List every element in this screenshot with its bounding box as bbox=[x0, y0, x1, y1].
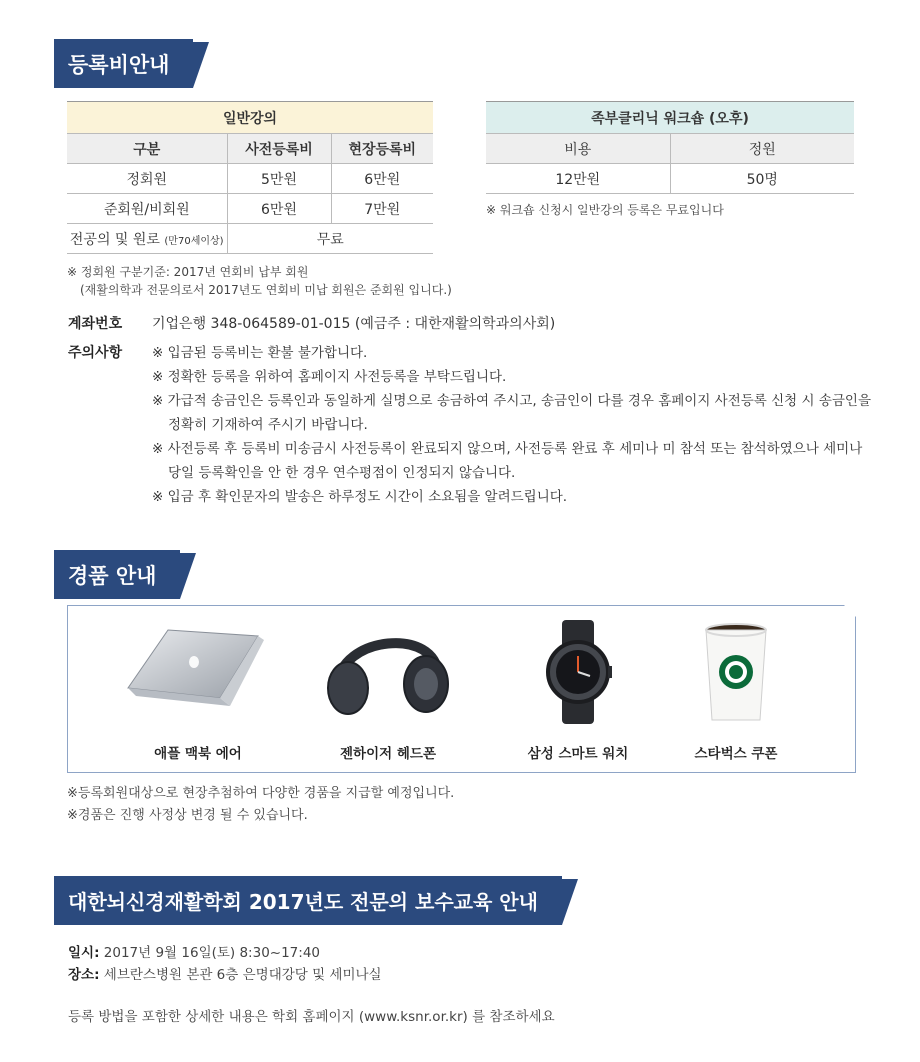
header-pre-fee: 사전등록비 bbox=[227, 134, 331, 164]
section-title-prizes: 경품 안내 bbox=[54, 553, 180, 599]
table-caption-row bbox=[486, 102, 854, 134]
prize-note: ※등록회원대상으로 현장추첨하여 다양한 경품을 지급할 예정입니다. bbox=[67, 786, 455, 801]
section-title-registration: 등록비안내 bbox=[54, 42, 193, 88]
prize-item bbox=[298, 616, 478, 762]
cell: 12만원 bbox=[486, 164, 670, 194]
header-category: 구분 bbox=[67, 134, 227, 164]
workshop-caption: 족부클리닉 워크숍 (오후) bbox=[486, 102, 854, 134]
cell bbox=[67, 224, 227, 254]
event-footer: 등록 방법을 포함한 상세한 내용은 학회 홈페이지 (www.ksnr.or.kr) 를 참조하세요 bbox=[68, 1009, 555, 1025]
event-place bbox=[68, 964, 382, 986]
prize-label: 삼성 스마트 워치 bbox=[527, 746, 629, 762]
prize-item bbox=[108, 616, 288, 762]
smartwatch-icon bbox=[488, 616, 668, 726]
place-value: 세브란스병원 본관 6층 은명대강당 및 세미나실 bbox=[99, 967, 382, 983]
member-note: ※ 정회원 구분기준: 2017년 연회비 납부 회원 bbox=[67, 265, 309, 279]
prize-box bbox=[67, 605, 856, 773]
headphones-icon bbox=[298, 616, 478, 726]
prize-label: 애플 맥북 에어 bbox=[154, 746, 242, 762]
header-capacity: 정원 bbox=[670, 134, 854, 164]
table-header-row bbox=[67, 134, 433, 164]
table-row bbox=[67, 224, 433, 254]
list-item: ※ 사전등록 후 등록비 미송금시 사전등록이 완료되지 않으며, 사전등록 완료 후 세미나 미 참석 또는 참석하였으나 세미나 당일 등록확인을 안 한 경우 연수평점이 인정되지 않습니다. bbox=[152, 441, 863, 481]
cell: 무료 bbox=[227, 224, 433, 254]
member-note-detail: (재활의학과 전문의로서 2017년도 연회비 미납 회원은 준회원 입니다.) bbox=[80, 283, 452, 297]
prize-item bbox=[488, 616, 668, 762]
list-item: ※ 가급적 송금인은 등록인과 동일하게 실명으로 송금하여 주시고, 송금인이 다를 경우 홈페이지 사전등록 신청 시 송금인을 정확히 기재하여 주시기 바랍니다. bbox=[152, 393, 871, 433]
list-item: ※ 정확한 등록을 위하여 홈페이지 사전등록을 부탁드립니다. bbox=[152, 369, 507, 385]
coffee-cup-icon bbox=[646, 616, 826, 726]
prize-note: ※경품은 진행 사정상 변경 될 수 있습니다. bbox=[67, 808, 308, 823]
header-cost: 비용 bbox=[486, 134, 670, 164]
account-value: 기업은행 348-064589-01-015 (예금주 : 대한재활의학과의사회) bbox=[152, 316, 556, 332]
cell: 7만원 bbox=[331, 194, 433, 224]
list-item: ※ 입금 후 확인문자의 발송은 하루정도 시간이 소요됨을 알려드립니다. bbox=[152, 489, 568, 505]
section-title-event: 대한뇌신경재활학회 2017년도 전문의 보수교육 안내 bbox=[54, 879, 562, 925]
prize-label: 젠하이저 헤드폰 bbox=[340, 746, 436, 762]
prize-label: 스타벅스 쿠폰 bbox=[694, 746, 778, 762]
workshop-fee-table bbox=[486, 101, 854, 194]
account-label: 계좌번호 bbox=[68, 316, 123, 332]
header-onsite-fee: 현장등록비 bbox=[331, 134, 433, 164]
table-header-row bbox=[486, 134, 854, 164]
cell: 6만원 bbox=[331, 164, 433, 194]
event-date bbox=[68, 942, 320, 964]
cell: 준회원/비회원 bbox=[67, 194, 227, 224]
cell: 6만원 bbox=[227, 194, 331, 224]
cell: 5만원 bbox=[227, 164, 331, 194]
date-value: 2017년 9월 16일(토) 8:30~17:40 bbox=[99, 945, 321, 961]
caution-label: 주의사항 bbox=[68, 345, 123, 361]
place-label: 장소: bbox=[68, 967, 100, 983]
general-caption: 일반강의 bbox=[67, 102, 433, 134]
cell: 50명 bbox=[670, 164, 854, 194]
table-row bbox=[486, 164, 854, 194]
cell-label: 전공의 및 원로 bbox=[69, 231, 160, 248]
prize-item bbox=[646, 616, 826, 762]
caution-label-row bbox=[68, 341, 152, 365]
list-item: ※ 입금된 등록비는 환불 불가합니다. bbox=[152, 345, 368, 361]
date-label: 일시: bbox=[68, 945, 100, 961]
cell: 정회원 bbox=[67, 164, 227, 194]
general-fee-table bbox=[67, 101, 433, 254]
table-row bbox=[67, 194, 433, 224]
workshop-note: ※ 워크숍 신청시 일반강의 등록은 무료입니다 bbox=[486, 203, 724, 217]
account-row bbox=[68, 312, 555, 336]
cell-sublabel: (만70세이상) bbox=[164, 235, 224, 247]
table-caption-row bbox=[67, 102, 433, 134]
table-row bbox=[67, 164, 433, 194]
caution-list bbox=[152, 341, 872, 509]
laptop-icon bbox=[108, 616, 288, 726]
